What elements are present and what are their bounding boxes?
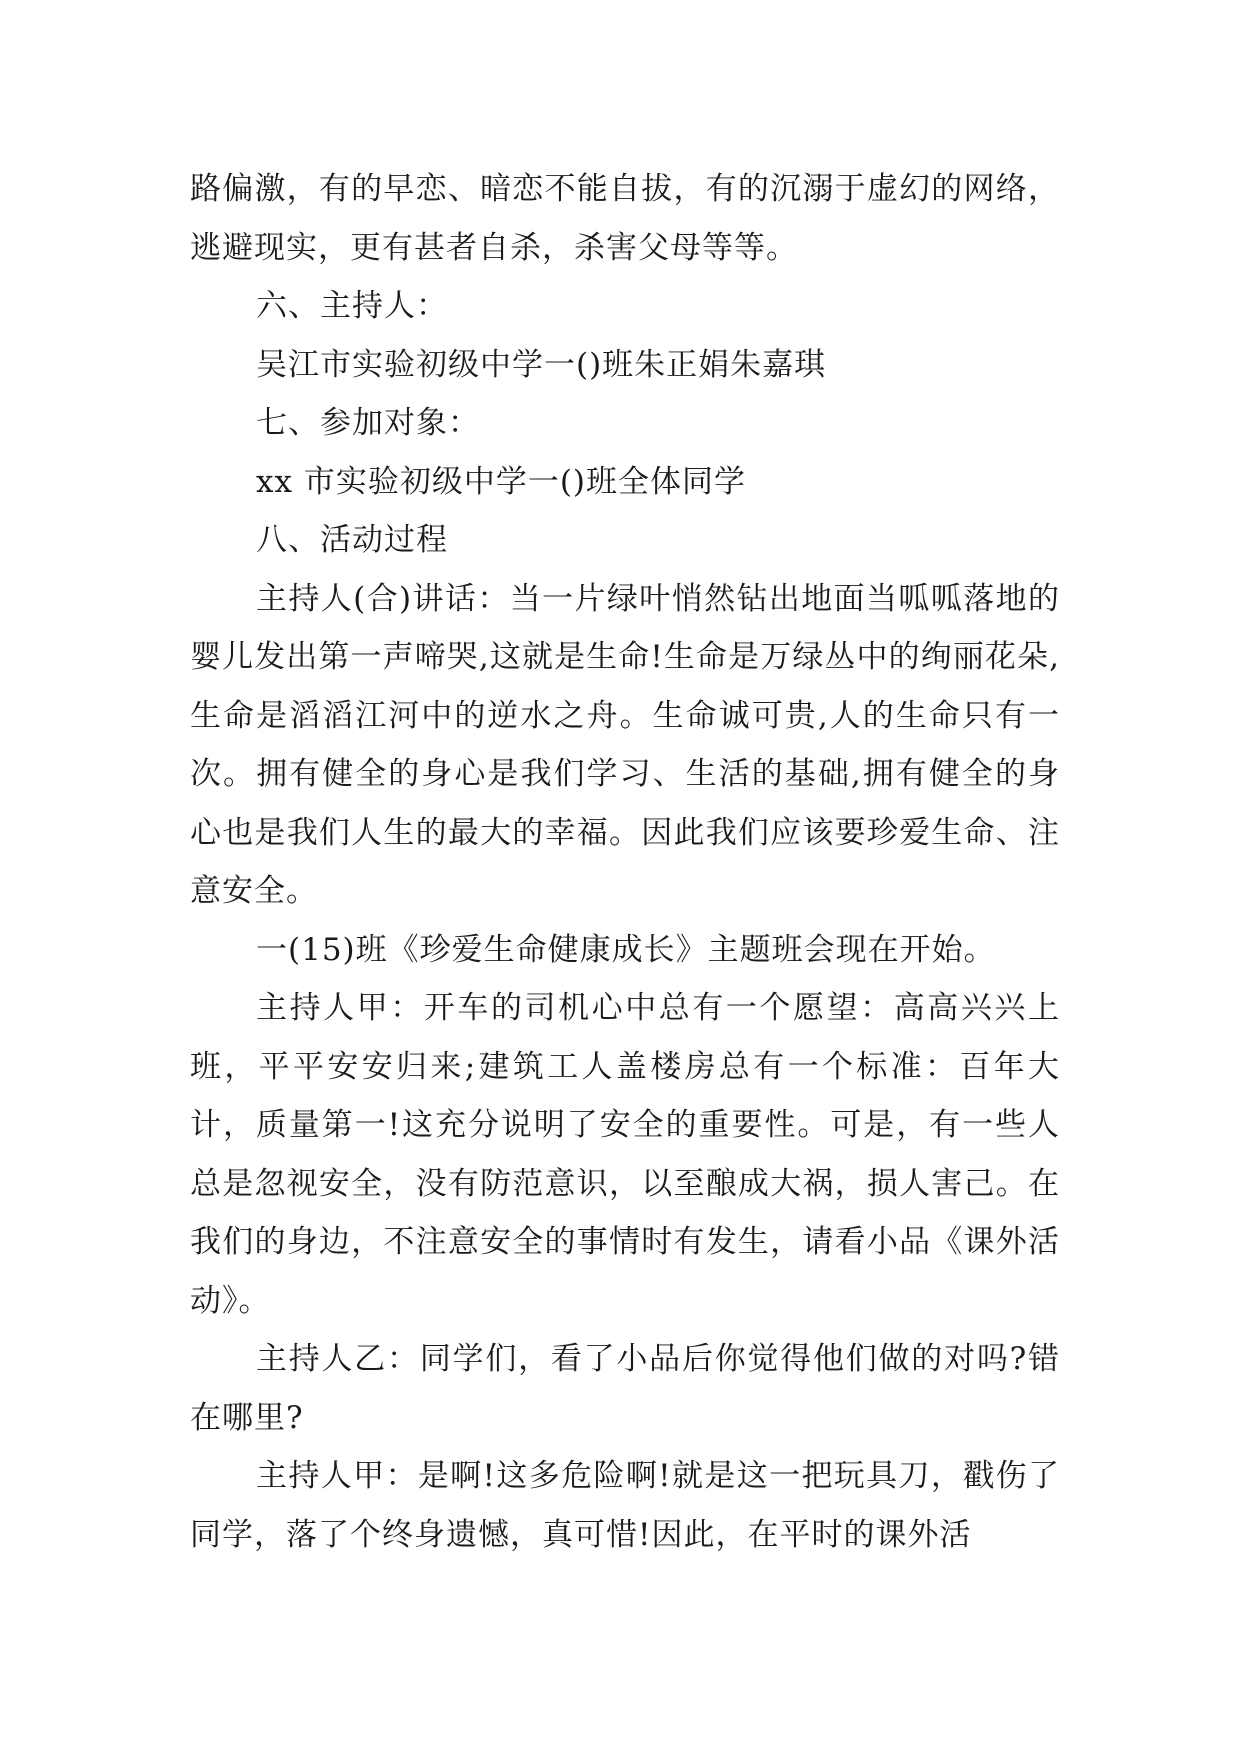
paragraph-opening-speech: 主持人(合)讲话：当一片绿叶悄然钻出地面当呱呱落地的婴儿发出第一声啼哭,这就是生命!生命是万绿丛中的绚丽花朵,生命是滔滔江河中的逆水之舟。生命诚可贵,人的生命只有一次。拥有健全的身心是我们学习、生活的基础,拥有健全的身心也是我们人生的最大的幸福。因此我们应该要珍爱生命、注意安全。 bbox=[190, 580, 1060, 909]
paragraph-host-b: 主持人乙：同学们，看了小品后你觉得他们做的对吗?错在哪里? bbox=[190, 1341, 1060, 1436]
paragraph-meeting-start: 一(15)班《珍爱生命健康成长》主题班会现在开始。 bbox=[256, 931, 996, 968]
heading-activity-process: 八、活动过程 bbox=[256, 522, 448, 558]
paragraph-continued: 路偏激，有的早恋、暗恋不能自拔，有的沉溺于虚幻的网络，逃避现实，更有甚者自杀，杀害父母等等。 bbox=[190, 171, 1060, 266]
participants-text: xx 市实验初级中学一()班全体同学 bbox=[256, 463, 747, 500]
host-names: 吴江市实验初级中学一()班朱正娟朱嘉琪 bbox=[256, 346, 827, 383]
paragraph-host-a-2: 主持人甲：是啊!这多危险啊!就是这一把玩具刀，戳伤了同学，落了个终身遗憾，真可惜!因此，在平时的课外活 bbox=[190, 1458, 1060, 1553]
heading-host: 六、主持人： bbox=[256, 288, 448, 324]
paragraph-host-a-1: 主持人甲：开车的司机心中总有一个愿望：高高兴兴上班，平平安安归来;建筑工人盖楼房总有一个标准：百年大计，质量第一!这充分说明了安全的重要性。可是，有一些人总是忽视安全，没有防范意识，以至酿成大祸，损人害己。在我们的身边，不注意安全的事情时有发生，请看小品《课外活动》。 bbox=[190, 990, 1060, 1319]
heading-participants: 七、参加对象： bbox=[256, 405, 480, 441]
document-body bbox=[190, 160, 1060, 1564]
